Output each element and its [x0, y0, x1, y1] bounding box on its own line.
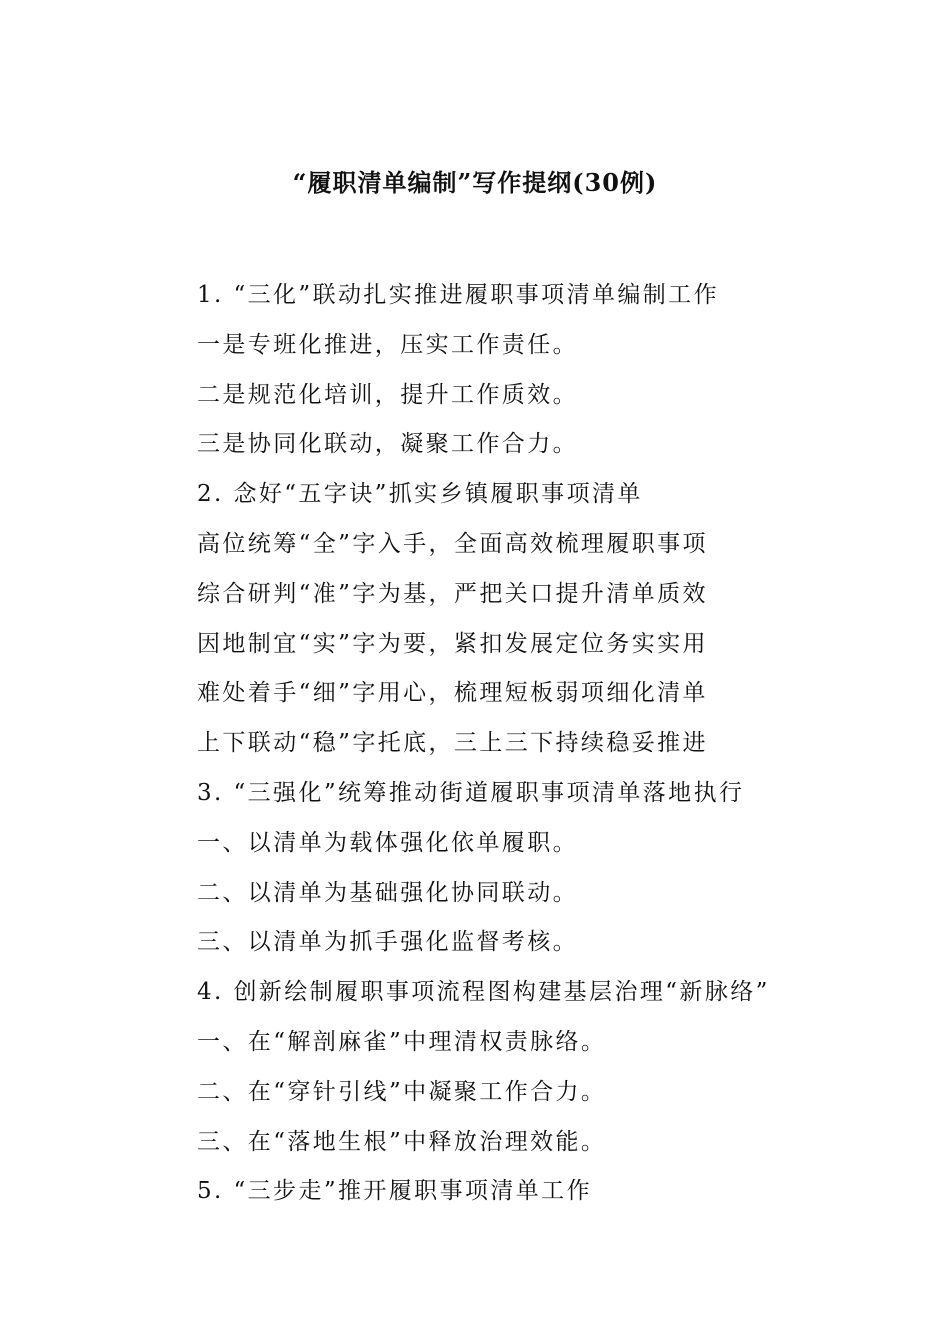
list-item: 因地制宜“实”字为要，紧扣发展定位务实实用: [197, 630, 708, 657]
section-heading-5: 5. “三步走”推开履职事项清单工作: [197, 1178, 592, 1205]
list-item: 三、以清单为抓手强化监督考核。: [197, 929, 578, 956]
list-item: 难处着手“细”字用心，梳理短板弱项细化清单: [197, 680, 708, 707]
list-item: 二、在“穿针引线”中凝聚工作合力。: [197, 1078, 607, 1105]
list-item: 高位统筹“全”字入手，全面高效梳理履职事项: [197, 530, 708, 557]
section-heading-1: 1. “三化”联动扎实推进履职事项清单编制工作: [197, 282, 719, 308]
list-item: 二、以清单为基础强化协同联动。: [197, 879, 578, 906]
section-heading-3: 3. “三强化”统筹推动街道履职事项清单落地执行: [197, 779, 745, 806]
document-body: [197, 280, 897, 1226]
list-item: 三、在“落地生根”中释放治理效能。: [197, 1128, 607, 1155]
section-heading-4: 4. 创新绘制履职事项流程图构建基层治理“新脉络”: [197, 979, 770, 1006]
list-item: 一是专班化推进，压实工作责任。: [197, 331, 578, 358]
list-item: 综合研判“准”字为基，严把关口提升清单质效: [197, 580, 708, 607]
section-heading-2: 2. 念好“五字诀”抓实乡镇履职事项清单: [197, 481, 643, 508]
list-item: 三是协同化联动，凝聚工作合力。: [197, 431, 578, 458]
document-title: “履职清单编制”写作提纲(30例): [292, 168, 658, 197]
list-item: 一、在“解剖麻雀”中理清权责脉络。: [197, 1028, 607, 1055]
list-item: 一、以清单为载体强化依单履职。: [197, 829, 578, 856]
list-item: 上下联动“稳”字托底，三上三下持续稳妥推进: [197, 730, 708, 757]
list-item: 二是规范化培训，提升工作质效。: [197, 381, 578, 408]
